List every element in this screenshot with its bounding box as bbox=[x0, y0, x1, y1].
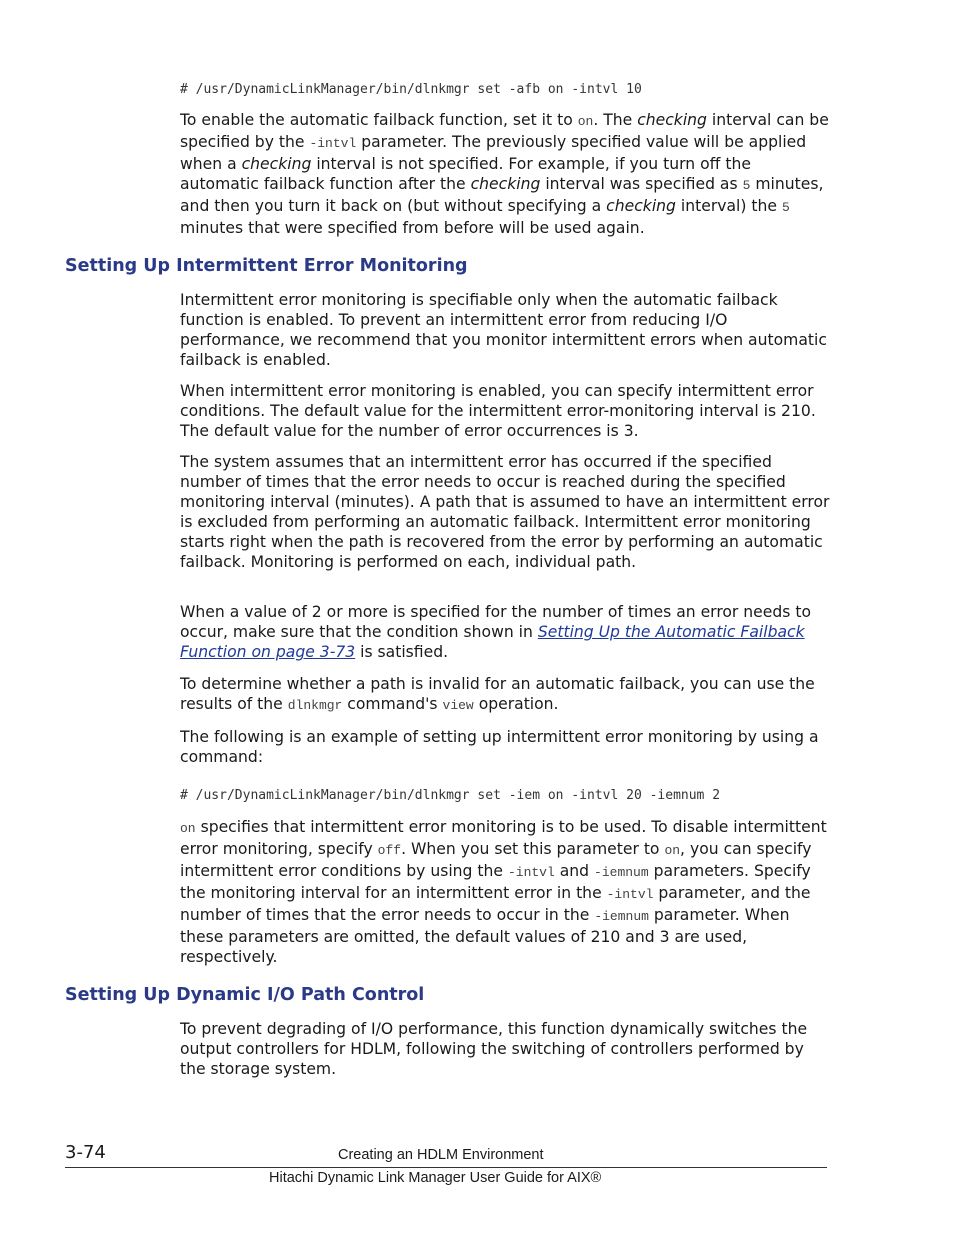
section-heading-intermittent-error: Setting Up Intermittent Error Monitoring bbox=[65, 256, 468, 276]
footer-divider bbox=[65, 1167, 827, 1168]
footer-chapter-title: Creating an HDLM Environment bbox=[338, 1147, 544, 1163]
paragraph-iem-example-intro: The following is an example of setting up intermittent error monitoring by using a command: bbox=[180, 728, 819, 766]
cross-reference-link[interactable]: Setting Up the Automatic Failback Function on page 3-73 bbox=[180, 623, 805, 661]
paragraph-dynamic-io: To prevent degrading of I/O performance, this function dynamically switches the output controllers for HDLM, following the switching of controllers performed by the storage system. bbox=[180, 1020, 808, 1078]
paragraph-iem-condition: When a value of 2 or more is specified for the number of times an error needs to occur, make sure that the condition shown in Setting Up the Automatic Failback Function on page 3-73 is satisfied. bbox=[180, 603, 811, 661]
page-number: 3-74 bbox=[65, 1142, 106, 1163]
paragraph-iem-assumption: The system assumes that an intermittent error has occurred if the specified number of times that the error needs to occur is reached during the specified monitoring interval (minutes). A path that is assumed to have an intermittent error is excluded from performing an automatic failback. Intermittent error monitoring starts right when the path is recovered from the error by performing an automatic failback. Monitoring is performed on each, individual path. bbox=[180, 453, 830, 571]
paragraph-iem-view: To determine whether a path is invalid for an automatic failback, you can use the results of the dlnkmgr command's view operation. bbox=[180, 675, 815, 713]
command-example-iem: # /usr/DynamicLinkManager/bin/dlnkmgr set -iem on -intvl 20 -iemnum 2 bbox=[180, 788, 721, 803]
command-example-afb: # /usr/DynamicLinkManager/bin/dlnkmgr set -afb on -intvl 10 bbox=[180, 82, 642, 97]
paragraph-iem-parameters: on specifies that intermittent error monitoring is to be used. To disable intermittent error monitoring, specify off. When you set this parameter to on, you can specify intermittent error conditions by using the -intvl and -iemnum parameters. Specify the monitoring interval for an intermittent error in the -intvl parameter, and the number of times that the error needs to occur in the -iemnum parameter. When these parameters are omitted, the default values of 210 and 3 are used, respectively. bbox=[180, 818, 827, 966]
paragraph-afb-checking-interval: To enable the automatic failback function, set it to on. The checking interval can be specified by the -intvl parameter. The previously specified value will be applied when a checking interval is not specified. For example, if you turn off the automatic failback function after the checking interval was specified as 5 minutes, and then you turn it back on (but without specifying a checking interval) the 5 minutes that were specified from before will be used again. bbox=[180, 111, 829, 237]
paragraph-iem-intro: Intermittent error monitoring is specifiable only when the automatic failback function is enabled. To prevent an intermittent error from reducing I/O performance, we recommend that you monitor intermittent errors when automatic failback is enabled. bbox=[180, 291, 827, 369]
footer-book-title: Hitachi Dynamic Link Manager User Guide for AIX® bbox=[269, 1170, 602, 1186]
paragraph-iem-defaults: When intermittent error monitoring is enabled, you can specify intermittent error conditions. The default value for the intermittent error-monitoring interval is 210. The default value for the number of error occurrences is 3. bbox=[180, 382, 816, 440]
section-heading-dynamic-io: Setting Up Dynamic I/O Path Control bbox=[65, 985, 425, 1005]
